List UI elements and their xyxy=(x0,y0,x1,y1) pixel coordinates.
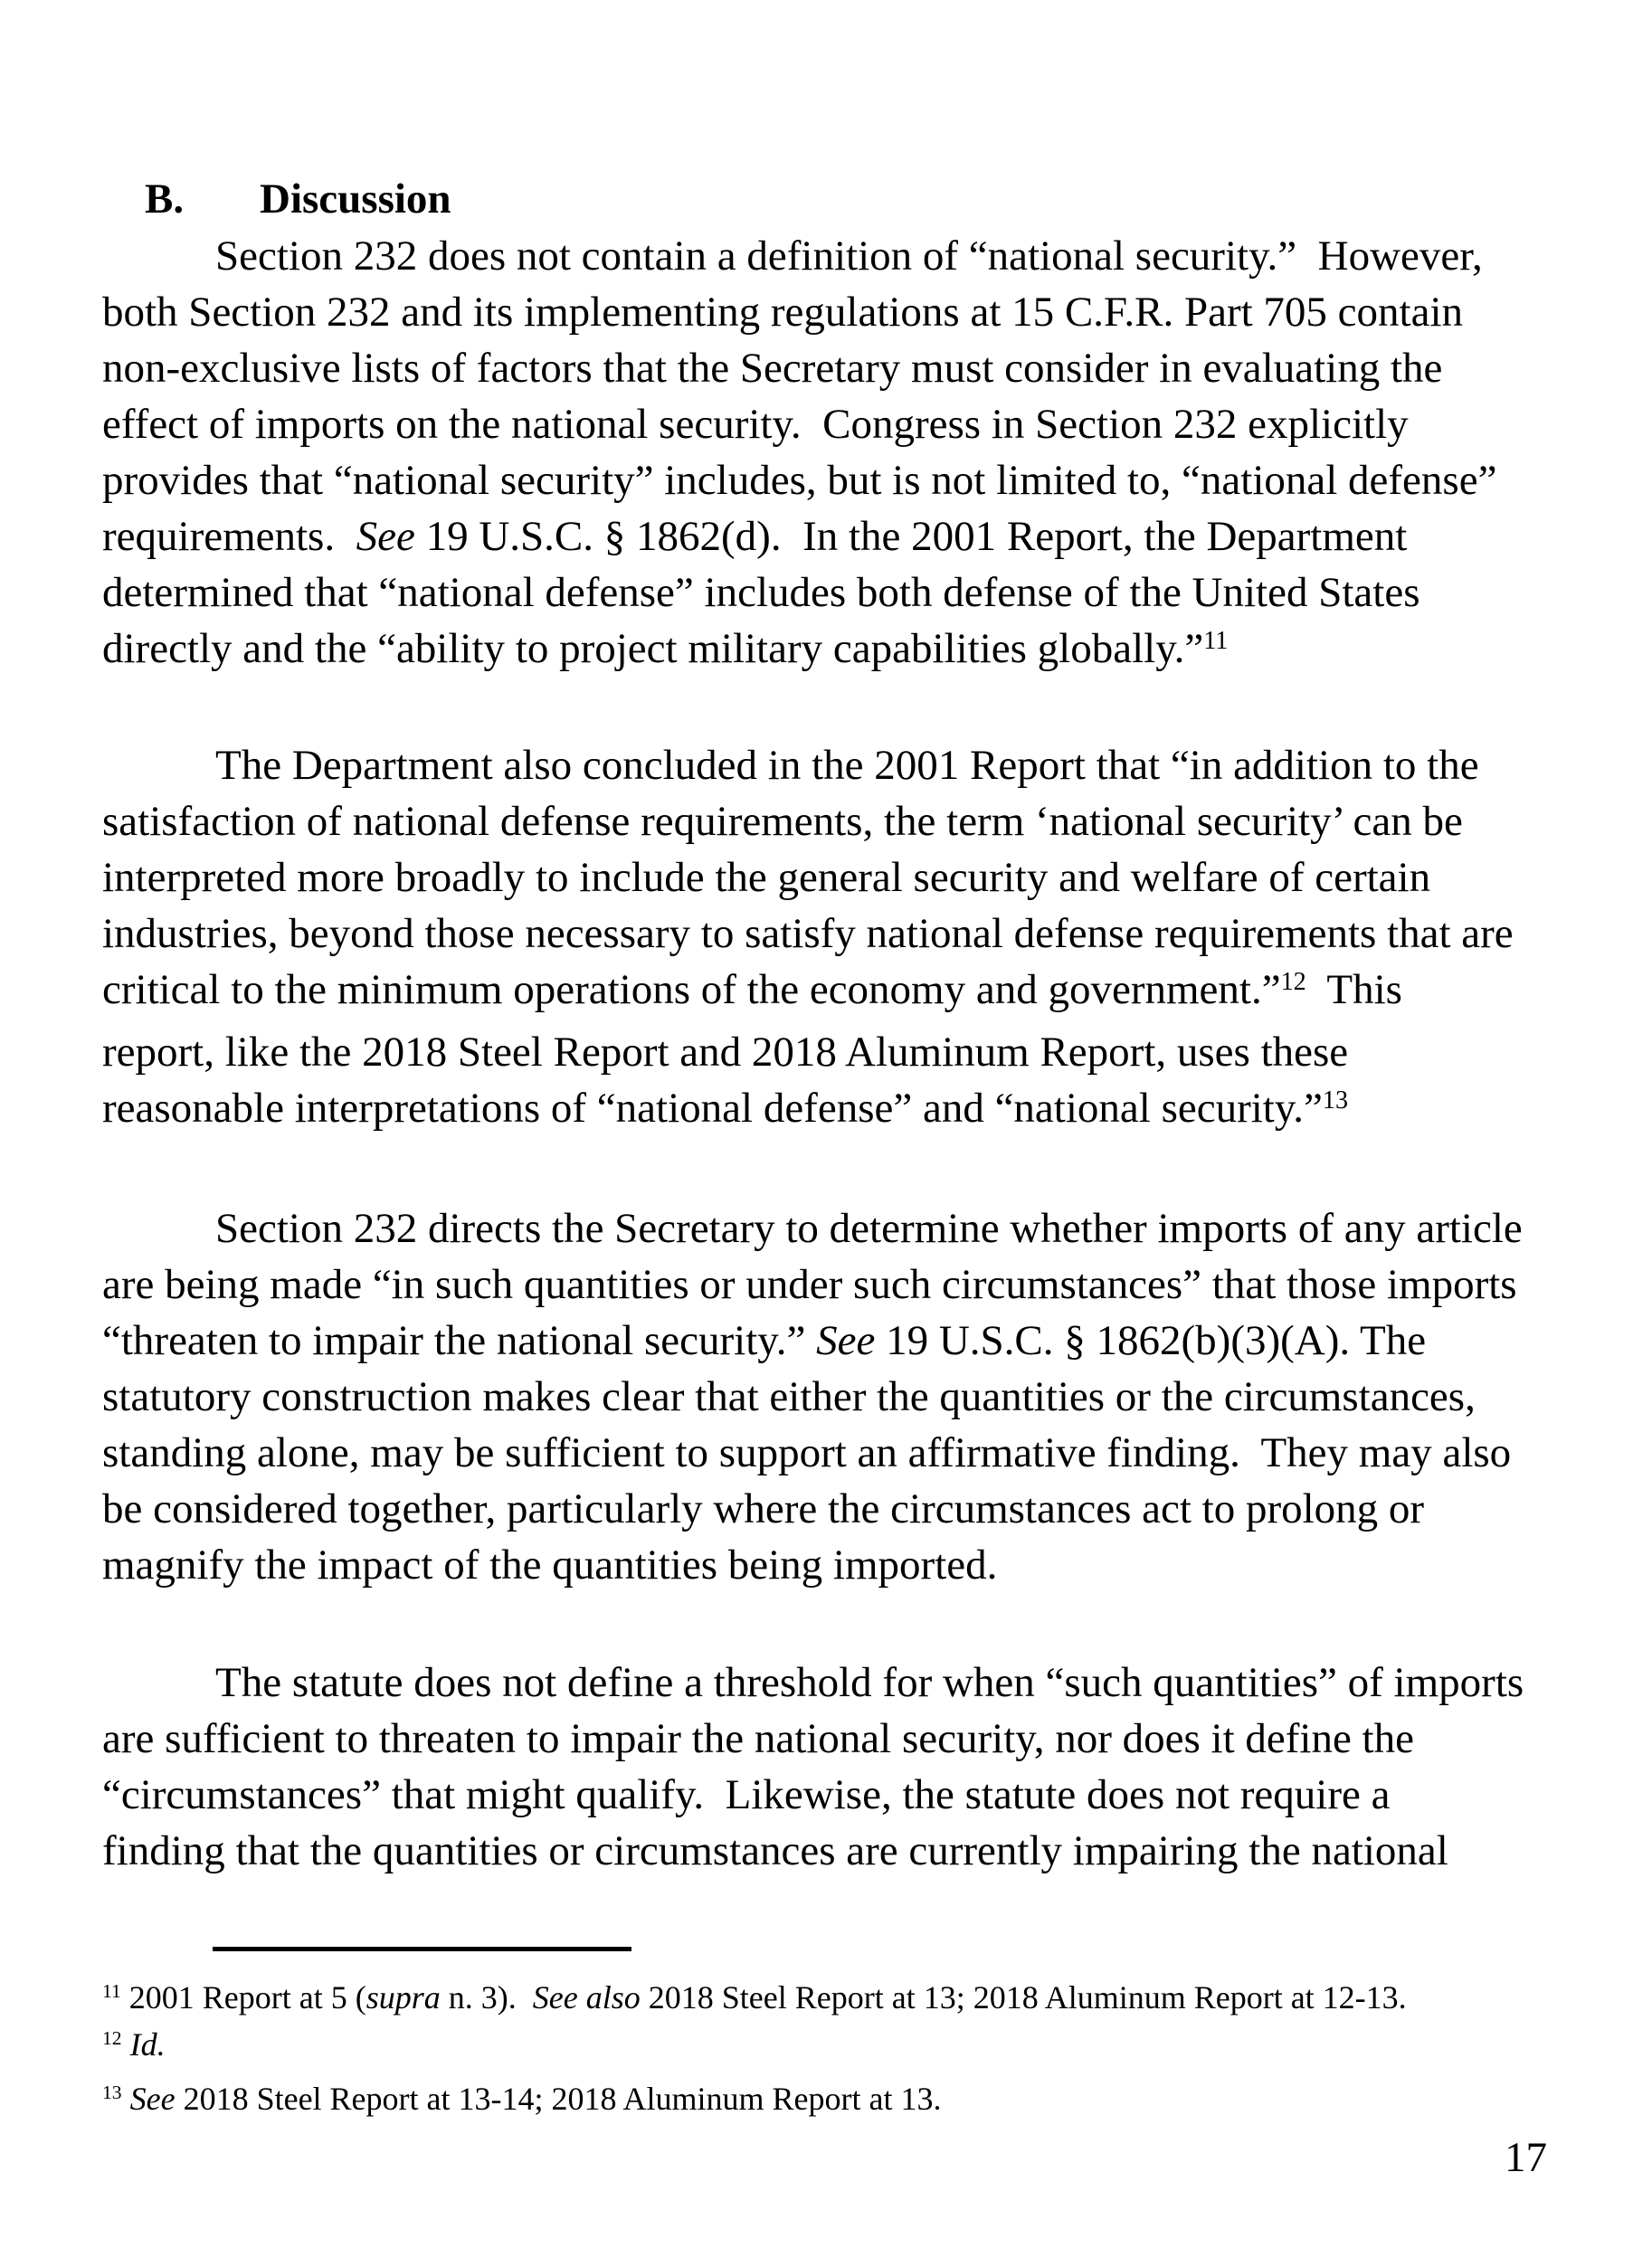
text-segment: industries, beyond those necessary to satisfy national defense requirements that are xyxy=(102,910,1514,957)
text-segment: magnify the impact of the quantities being imported. xyxy=(102,1541,998,1589)
text-segment: See xyxy=(129,2081,176,2117)
text-segment: This xyxy=(1305,966,1402,1013)
text-line xyxy=(102,906,1586,962)
text-segment: directly and the “ability to project military capabilities globally.” xyxy=(102,625,1204,672)
text-segment: Id. xyxy=(129,2026,166,2063)
text-line xyxy=(102,1257,1586,1313)
section-heading-label: B. xyxy=(145,175,185,223)
text-segment: Section 232 does not contain a definition of “national security.” However, xyxy=(215,232,1483,280)
text-segment: 2001 Report at 5 ( xyxy=(120,1979,366,2016)
text-segment: be considered together, particularly where the circumstances act to prolong or xyxy=(102,1485,1425,1532)
text-segment: satisfaction of national defense requirements, the term ‘national security’ can be xyxy=(102,798,1463,845)
text-segment: 19 U.S.C. § 1862(d). In the 2001 Report, the Department xyxy=(414,513,1408,560)
text-line xyxy=(102,1711,1586,1767)
text-segment: non-exclusive lists of factors that the Secretary must consider in evaluating the xyxy=(102,345,1443,392)
text-segment xyxy=(122,2026,130,2063)
text-segment: critical to the minimum operations of the economy and government.” xyxy=(102,966,1281,1013)
text-segment: The Department also concluded in the 2001 Report that “in addition to the xyxy=(215,742,1479,789)
text-line xyxy=(102,228,1586,284)
text-line xyxy=(102,508,1586,564)
text-segment xyxy=(122,2081,130,2117)
text-line xyxy=(102,793,1586,849)
text-segment: 2018 Steel Report at 13-14; 2018 Aluminum Report at 13. xyxy=(175,2081,942,2117)
text-segment: Section 232 directs the Secretary to determine whether imports of any article xyxy=(215,1205,1523,1252)
footnote-reference: 12 xyxy=(102,2027,122,2050)
section-heading-title: Discussion xyxy=(260,175,451,223)
text-line xyxy=(102,452,1586,508)
text-segment: provides that “national security” includes, but is not limited to, “national defense” xyxy=(102,457,1497,504)
text-line xyxy=(102,849,1586,906)
text-segment: reasonable interpretations of “national defense” and “national security.” xyxy=(102,1085,1323,1132)
text-segment: See xyxy=(356,513,415,560)
text-segment: report, like the 2018 Steel Report and 2018 Aluminum Report, uses these xyxy=(102,1029,1349,1076)
text-segment: are being made “in such quantities or under such circumstances” that those imports xyxy=(102,1261,1517,1308)
text-segment: 2018 Steel Report at 13; 2018 Aluminum Report at 12-13. xyxy=(640,1979,1407,2016)
footnote-reference: 11 xyxy=(102,1980,121,2003)
text-segment: standing alone, may be sufficient to support an affirmative finding. They may also xyxy=(102,1429,1512,1476)
paragraph-2 xyxy=(102,737,1586,1143)
text-line xyxy=(102,564,1586,621)
text-line xyxy=(102,284,1586,340)
text-line xyxy=(102,737,1586,793)
text-line xyxy=(102,1425,1586,1481)
footnote-11 xyxy=(102,1977,1586,2023)
text-segment: “threaten to impair the national security.” xyxy=(102,1317,817,1364)
text-line xyxy=(102,621,1586,683)
text-segment: requirements. xyxy=(102,513,356,560)
footnote-reference: 13 xyxy=(1322,1086,1349,1115)
text-line xyxy=(102,1369,1586,1425)
text-segment: determined that “national defense” includes both defense of the United States xyxy=(102,569,1420,616)
text-line xyxy=(102,1024,1586,1080)
text-segment: n. 3). xyxy=(440,1979,533,2016)
text-line xyxy=(102,1200,1586,1257)
text-segment: statutory construction makes clear that either the quantities or the circumstances, xyxy=(102,1373,1476,1420)
text-segment: See xyxy=(816,1317,876,1364)
text-line xyxy=(102,1080,1586,1143)
text-line xyxy=(102,1655,1586,1711)
text-line xyxy=(102,1537,1586,1593)
text-line xyxy=(102,1823,1586,1879)
footnote-reference: 13 xyxy=(102,2082,122,2104)
text-segment: both Section 232 and its implementing regulations at 15 C.F.R. Part 705 contain xyxy=(102,289,1463,336)
footnote-reference: 12 xyxy=(1280,967,1306,996)
text-segment: are sufficient to threaten to impair the national security, nor does it define the xyxy=(102,1715,1414,1762)
text-line xyxy=(102,396,1586,452)
text-line xyxy=(102,962,1586,1024)
text-line xyxy=(102,340,1586,396)
text-segment: effect of imports on the national security. Congress in Section 232 explicitly xyxy=(102,401,1409,448)
paragraph-4 xyxy=(102,1655,1586,1879)
text-line xyxy=(102,1767,1586,1823)
paragraph-1 xyxy=(102,228,1586,683)
text-segment: interpreted more broadly to include the general security and welfare of certain xyxy=(102,854,1431,901)
text-segment: finding that the quantities or circumstances are currently impairing the national xyxy=(102,1827,1448,1874)
footnote-separator-rule xyxy=(213,1947,631,1951)
text-line xyxy=(102,1313,1586,1369)
text-segment: See also xyxy=(532,1979,641,2016)
text-segment: “circumstances” that might qualify. Likewise, the statute does not require a xyxy=(102,1771,1391,1818)
page-number: 17 xyxy=(1505,2134,1547,2181)
text-segment: supra xyxy=(366,1979,441,2016)
footnote-12 xyxy=(102,2024,1586,2070)
footnote-13 xyxy=(102,2078,1586,2124)
footnote-reference: 11 xyxy=(1203,626,1229,655)
text-segment: The statute does not define a threshold for when “such quantities” of imports xyxy=(215,1659,1524,1706)
text-line xyxy=(102,1481,1586,1537)
paragraph-3 xyxy=(102,1200,1586,1593)
text-segment: 19 U.S.C. § 1862(b)(3)(A). The xyxy=(875,1317,1427,1364)
